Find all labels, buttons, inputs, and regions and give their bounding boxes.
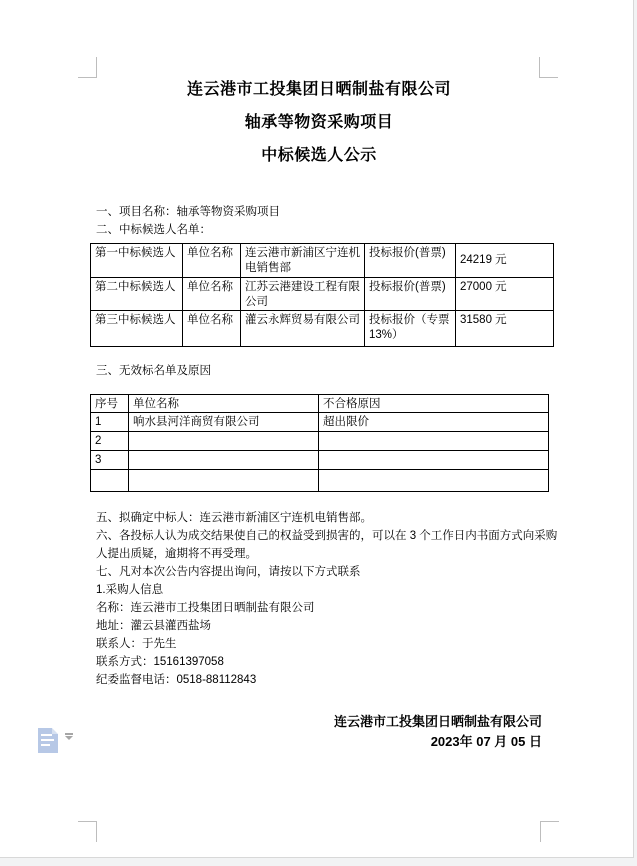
paragraph-confirmed-winner: 五、拟确定中标人：连云港市新浦区宁连机电销售部。 [96, 512, 372, 524]
table-cell [129, 451, 319, 470]
table-cell: 单位名称 [183, 278, 241, 311]
purchaser-phone: 联系方式：15161397058 [96, 656, 224, 668]
paragraph-objection-line1: 六、各投标人认为成交结果使自己的权益受到损害的，可以在 3 个工作日内书面方式向采购 [96, 530, 558, 542]
candidates-table [90, 243, 554, 347]
table-cell: 31580 元 [456, 311, 554, 347]
table-cell: 第一中标候选人 [91, 244, 183, 278]
table-cell: 投标报价(普票) [365, 244, 456, 278]
dropdown-arrow-icon[interactable] [64, 733, 74, 742]
table-cell [129, 470, 319, 492]
table-header-row [91, 395, 549, 413]
purchaser-contact-person: 联系人：于先生 [96, 638, 177, 650]
purchaser-address: 地址：灌云县灌西盐场 [96, 620, 211, 632]
table-row [91, 413, 549, 432]
table-row [91, 470, 549, 492]
margin-crop-mark-top-left [78, 57, 97, 78]
page-fold-corner-icon [52, 728, 58, 734]
paragraph-purchaser-info-heading: 1.采购人信息 [96, 584, 164, 596]
purchaser-name: 名称：连云港市工投集团日晒制盐有限公司 [96, 602, 315, 614]
intro-paragraphs [96, 203, 280, 239]
invalid-bids-table [90, 394, 549, 492]
attachment-document-icon[interactable] [38, 728, 58, 753]
signature-company: 连云港市工投集团日晒制盐有限公司 [333, 714, 542, 729]
table-cell [91, 470, 129, 492]
supervision-phone: 纪委监督电话：0518-88112843 [96, 674, 257, 686]
table-cell: 1 [91, 413, 129, 432]
table-cell: 第三中标候选人 [91, 311, 183, 347]
paragraph-objection-line2: 人提出质疑，逾期将不再受理。 [96, 548, 257, 560]
document-title-block [96, 82, 542, 181]
signature-block [96, 712, 542, 751]
table-cell: 投标报价(普票) [365, 278, 456, 311]
table-cell: 第二中标候选人 [91, 278, 183, 311]
table-cell [129, 432, 319, 451]
table-cell: 投标报价（专票 13%） [365, 311, 456, 347]
table-cell: 3 [91, 451, 129, 470]
intro-line-project-name: 一、项目名称：轴承等物资采购项目 [96, 206, 280, 218]
table-row [91, 278, 554, 311]
margin-crop-mark-bottom-right [540, 821, 559, 842]
table-row [91, 244, 554, 278]
paragraph-contact-intro: 七、凡对本次公告内容提出询问，请按以下方式联系 [96, 566, 361, 578]
table-cell: 超出限价 [319, 413, 549, 432]
page-title-announcement: 中标候选人公示 [261, 147, 377, 164]
column-header: 单位名称 [129, 395, 319, 413]
column-header: 不合格原因 [319, 395, 549, 413]
page-title-company: 连云港市工投集团日晒制盐有限公司 [186, 81, 451, 98]
column-header: 序号 [91, 395, 129, 413]
table-row [91, 432, 549, 451]
table-cell: 单位名称 [183, 244, 241, 278]
table-cell: 连云港市新浦区宁连机电销售部 [241, 244, 365, 278]
table-cell [319, 470, 549, 492]
table-cell: 响水县河洋商贸有限公司 [129, 413, 319, 432]
table-cell: 2 [91, 432, 129, 451]
section-invalid-bids-title: 三、无效标名单及原因 [96, 365, 211, 377]
table-row [91, 451, 549, 470]
table-cell: 江苏云港建设工程有限公司 [241, 278, 365, 311]
margin-crop-mark-top-right [539, 57, 558, 78]
page-title-project: 轴承等物资采购项目 [244, 114, 394, 131]
table-cell: 27000 元 [456, 278, 554, 311]
intro-line-candidate-list: 二、中标候选人名单： [96, 224, 211, 236]
body-paragraphs [96, 509, 556, 689]
table-cell: 24219 元 [456, 244, 554, 278]
table-row [91, 311, 554, 347]
table-cell: 灌云永辉贸易有限公司 [241, 311, 365, 347]
signature-date: 2023年 07 月 05 日 [430, 733, 542, 749]
table-cell [319, 432, 549, 451]
margin-crop-mark-bottom-left [78, 821, 97, 842]
table-cell [319, 451, 549, 470]
table-cell: 单位名称 [183, 311, 241, 347]
